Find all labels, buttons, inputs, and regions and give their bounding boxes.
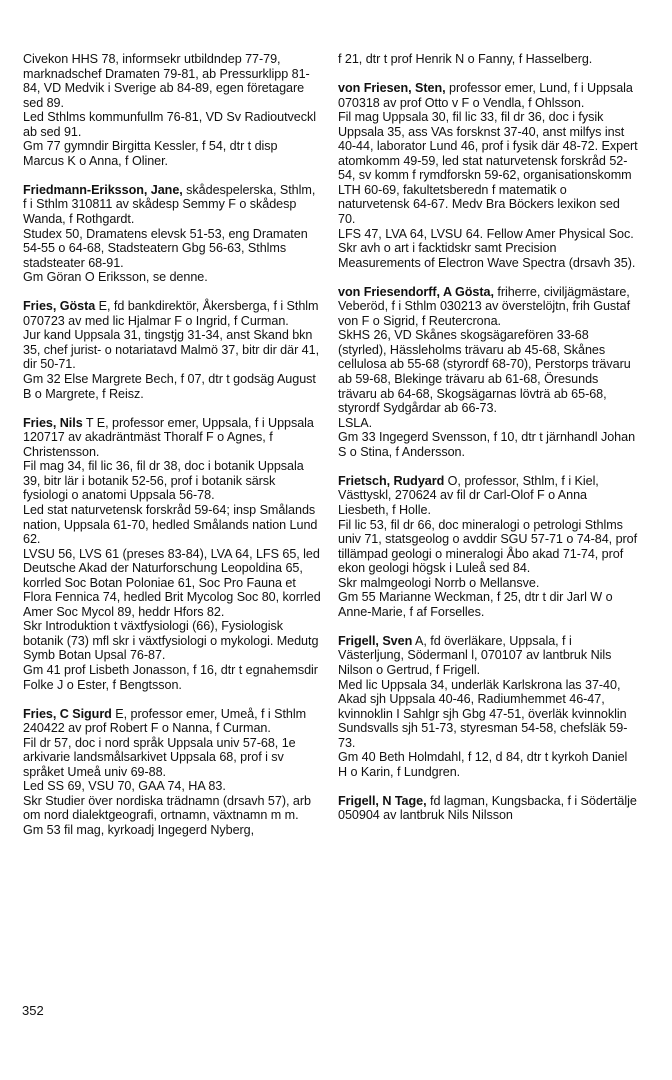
biography-entry — [23, 416, 321, 692]
entry-paragraph: Gm 41 prof Lisbeth Jonasson, f 16, dtr t egnahemsdir Folke J o Ester, f Bengtsson. — [23, 662, 318, 692]
right-column — [338, 52, 638, 838]
entry-paragraph: LVSU 56, LVS 61 (preses 83-84), LVA 64, LFS 65, led Deutsche Akad der Naturforschung Leopoldina 65, korrled Soc Botan Poloniae 61, Soc Pro Fauna et Flora Fennica 74, hedled Brit Mycolog Soc 80, korrled Amer Soc Mycol 89, heddr Hfors 82. — [23, 546, 321, 619]
entry-intro: T E, professor emer, Uppsala, f i Uppsala 120717 av akadräntmäst Thoralf F o Agnes, f Christensson. — [23, 415, 314, 459]
entry-paragraph: Civekon HHS 78, informsekr utbildndep 77-79, marknadschef Dramaten 79-81, ab Pressurklipp 81-84, VD Medvik i Sverige ab 84-89, egen företagare sed 89. — [23, 52, 310, 110]
entry-name: Frigell, Sven — [338, 633, 413, 648]
entry-paragraph: Gm 32 Else Margrete Bech, f 07, dtr t godsäg August B o Margrete, f Reisz. — [23, 372, 316, 401]
entry-paragraph: Jur kand Uppsala 31, tingstjg 31-34, anst Skand bkn 35, chef jurist- o notariatavd Malmö 37, bitr dir där 41, dir 50-71. — [23, 328, 320, 372]
entry-heading — [23, 299, 321, 328]
entry-paragraph: LSLA. — [338, 415, 373, 430]
biography-entry — [338, 634, 638, 779]
entry-paragraph: Gm 77 gymndir Birgitta Kessler, f 54, dtr t disp Marcus K o Anna, f Oliner. — [23, 139, 278, 168]
biography-entry — [338, 285, 638, 460]
biography-entry — [23, 52, 321, 168]
biography-entry — [338, 52, 638, 67]
entry-heading — [338, 81, 638, 110]
entry-heading — [23, 183, 321, 227]
entry-paragraph: Fil mag 34, fil lic 36, fil dr 38, doc i botanik Uppsala 39, bitr lär i botanik 52-56, prof i botanik särsk fysiologi o anatomi Uppsala 56-78. — [23, 459, 304, 503]
entry-intro: skådespelerska, Sthlm, f i Sthlm 310811 av skådesp Semmy F o skådesp Wanda, f Rothgardt. — [23, 182, 316, 227]
entry-paragraph: Studex 50, Dramatens elevsk 51-53, eng Dramaten 54-55 o 64-68, Stadsteatern Gbg 56-63, Sthlms stadsteater 68-91. — [23, 226, 308, 270]
entry-intro: friherre, civiljägmästare, Veberöd, f i Sthlm 030213 av överstelöjtn, frih Gustaf von F o Sigrid, f Reutercrona. — [338, 284, 631, 328]
entry-heading — [338, 634, 638, 678]
entry-name: Friedmann-Eriksson, Jane, — [23, 182, 183, 197]
left-column — [23, 52, 321, 852]
entry-paragraph: Skr avh o art i facktidskr samt Precision Measurements of Electron Wave Spectra (drsavh 35). — [338, 241, 636, 270]
entry-paragraph: Led stat naturvetensk forskråd 59-64; insp Smålands nation, Uppsala 61-70, hedled Smålands nation Lund 62. — [23, 502, 318, 547]
entry-intro: fd lagman, Kungsbacka, f i Södertälje 050904 av lantbruk Nils Nilsson — [338, 793, 637, 823]
entry-name: Fries, C Sigurd — [23, 706, 112, 721]
entry-intro: O, professor, Sthlm, f i Kiel, Västtyskl, 270624 av fil dr Carl-Olof F o Anna Liesbeth, f Holle. — [338, 473, 599, 517]
biography-entry — [338, 794, 638, 823]
entry-intro: E, professor emer, Umeå, f i Sthlm 240422 av prof Robert F o Nanna, f Curman. — [23, 706, 307, 736]
entry-paragraph: Gm 33 Ingegerd Svensson, f 10, dtr t järnhandl Johan S o Stina, f Andersson. — [338, 430, 636, 459]
entry-paragraph: Gm 53 fil mag, kyrkoadj Ingegerd Nyberg, — [23, 822, 255, 837]
entry-paragraph: Gm Göran O Eriksson, se denne. — [23, 270, 208, 285]
entry-paragraph: f 21, dtr t prof Henrik N o Fanny, f Hasselberg. — [338, 52, 593, 66]
entry-paragraph: Skr malmgeologi Norrb o Mellansve. — [338, 575, 540, 590]
entry-name: Fries, Nils — [23, 415, 83, 430]
entry-heading — [338, 285, 638, 329]
biography-entry — [23, 707, 321, 838]
entry-name: von Friesendorff, A Gösta, — [338, 284, 494, 299]
entry-name: Fries, Gösta — [23, 299, 96, 314]
entry-paragraph: Fil lic 53, fil dr 66, doc mineralogi o petrologi Sthlms univ 71, statsgeolog o avddir SGU 57-71 o 74-84, prof tillämpad geologi o mineralogi Åbo akad 71-74, prof ekon geologi högsk i Luleå sed 84. — [338, 517, 638, 576]
entry-intro: professor emer, Lund, f i Uppsala 070318 av prof Otto v F o Vendla, f Ohlsson. — [338, 81, 633, 110]
entry-paragraph: LFS 47, LVA 64, LVSU 64. Fellow Amer Physical Soc. — [338, 226, 634, 241]
entry-name: von Friesen, Sten, — [338, 81, 446, 96]
entry-paragraph: Skr Introduktion t växtfysiologi (66), Fysiologisk botanik (73) mfl skr i växtfysiologi o mykologi. Medutg Symb Botan Upsal 76-87. — [23, 619, 319, 663]
entry-paragraph: Led SS 69, VSU 70, GAA 74, HA 83. — [23, 779, 226, 794]
entry-paragraph: Gm 40 Beth Holmdahl, f 12, d 84, dtr t kyrkoh Daniel H o Karin, f Lundgren. — [338, 750, 628, 779]
biography-entry — [23, 299, 321, 401]
entry-paragraph: Fil dr 57, doc i nord språk Uppsala univ 57-68, 1e arkivarie landsmålsarkivet Uppsala 68, prof i sv språket Umeå univ 69-88. — [23, 735, 296, 779]
entry-heading — [23, 707, 321, 736]
entry-intro: A, fd överläkare, Uppsala, f i Västerljung, Södermanl l, 070107 av lantbruk Nils Nilson o Gertrud, f Frigell. — [338, 633, 612, 677]
entry-heading — [23, 416, 321, 460]
page-number: 352 — [22, 1003, 44, 1018]
entry-name: Frietsch, Rudyard — [338, 473, 445, 488]
entry-paragraph: Med lic Uppsala 34, underläk Karlskrona las 37-40, Akad sjh Uppsala 40-46, Radiumhemmet 46-47, kvinnoklin I Sahlgr sjh Gbg 47-51, överläk kvinnoklin Sundsvalls sjh 51-73, styresman 54-58, chefsläk 59-73. — [338, 677, 628, 750]
entry-paragraph: SkHS 26, VD Skånes skogsägarefören 33-68 (styrled), Hässleholms trävaru ab 45-68, Skånes cellulosa ab 55-68 (styrordf 68-70), Perstorps trävaru ab 59-68, Blekinge trävaru ab 61-68, Öresunds trävaru ab 64-68, Skogsägarnas lövträ ab 65-68, styrordf Sydgårdar ab 66-73. — [338, 328, 631, 416]
biography-entry — [338, 474, 638, 619]
entry-heading — [338, 474, 638, 518]
entry-heading — [338, 794, 638, 823]
entry-paragraph: Gm 55 Marianne Weckman, f 25, dtr t dir Jarl W o Anne-Marie, f af Forselles. — [338, 590, 613, 619]
entry-paragraph: Led Sthlms kommunfullm 76-81, VD Sv Radioutveckl ab sed 91. — [23, 110, 316, 139]
entry-intro: E, fd bankdirektör, Åkersberga, f i Sthlm 070723 av med lic Hjalmar F o Ingrid, f Curman. — [23, 299, 319, 328]
biography-entry — [23, 183, 321, 285]
biography-entry — [338, 81, 638, 270]
entry-paragraph: Fil mag Uppsala 30, fil lic 33, fil dr 36, doc i fysik Uppsala 35, ass VAs forsknst 37-40, anst milfys inst 40-44, laborator Lund 46, prof i fysik där 48-72. Expert atomkomm 49-59, led stat naturvetensk forskråd 52-54, sv komm f rymdforskn 59-62, organisationskomm LTH 60-69, fakultetsberedn f matematik o naturvetensk 64-67. Medv Bra Böckers lexikon sed 70. — [338, 110, 638, 227]
entry-paragraph: Skr Studier över nordiska trädnamn (drsavh 57), arb om nord dialektgeografi, ortnamn, växtnamn m m. — [23, 793, 311, 823]
entry-name: Frigell, N Tage, — [338, 793, 427, 808]
